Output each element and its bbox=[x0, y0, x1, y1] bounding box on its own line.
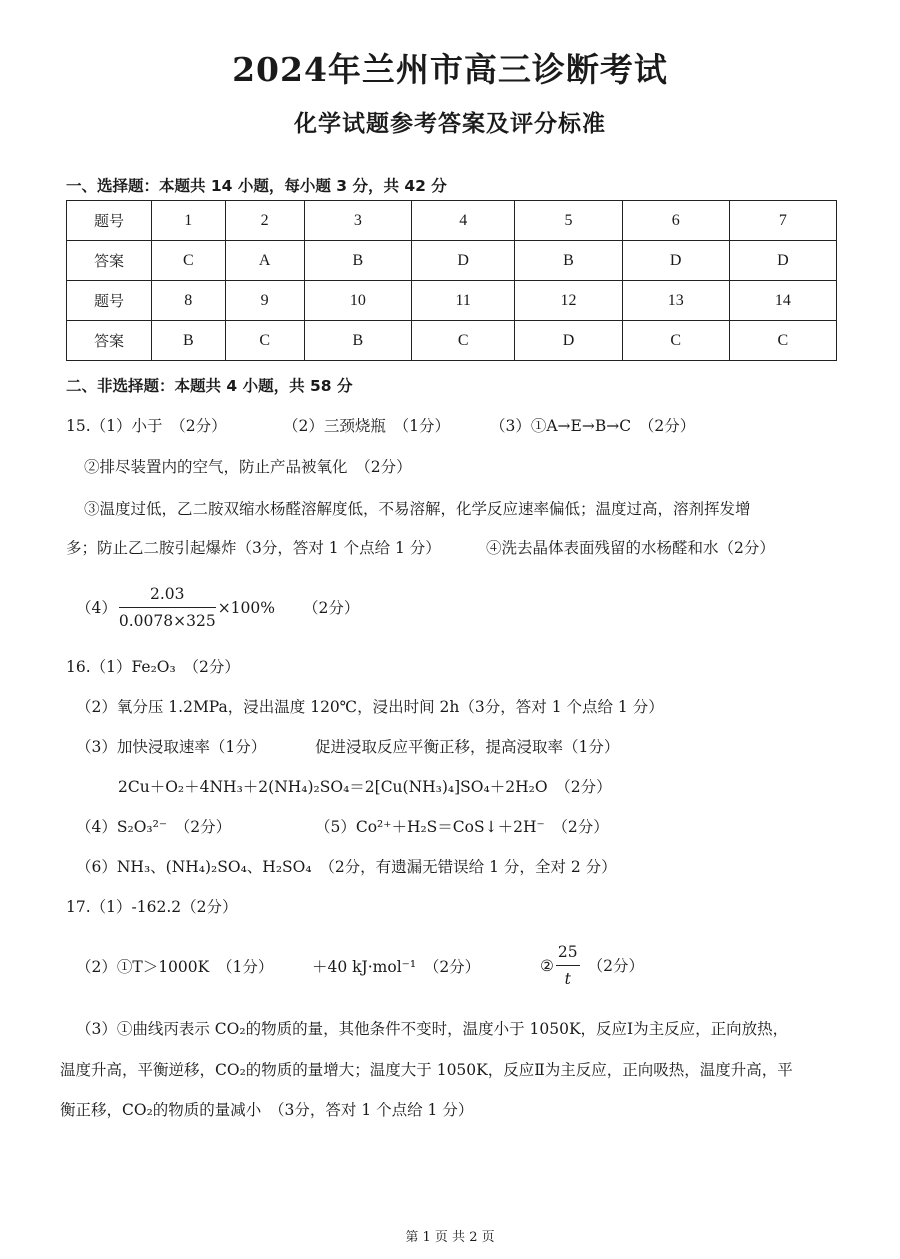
table-cell: 10 bbox=[304, 281, 411, 321]
table-cell: 6 bbox=[622, 201, 729, 241]
table-cell: 8 bbox=[152, 281, 226, 321]
section2-heading: 二、非选择题：本题共 4 小题，共 58 分 bbox=[66, 377, 353, 395]
answer-row bbox=[67, 241, 837, 281]
question-number-row bbox=[67, 281, 837, 321]
answer-table bbox=[66, 200, 837, 361]
table-cell: D bbox=[411, 241, 514, 281]
row-label: 题号 bbox=[67, 281, 152, 321]
page-footer: 第 1 页 共 2 页 bbox=[405, 1230, 495, 1245]
q16-part4: （4）S₂O₃²⁻ （2分） bbox=[76, 818, 232, 836]
q15-part4-score: （2分） bbox=[303, 598, 360, 617]
table-cell: C bbox=[225, 321, 304, 361]
table-cell: C bbox=[152, 241, 226, 281]
table-cell: B bbox=[304, 321, 411, 361]
q15-part3-3-line2: 多；防止乙二胺引起爆炸（3分，答对 1 个点给 1 分） bbox=[66, 539, 441, 557]
table-cell: C bbox=[411, 321, 514, 361]
q17-part2-2-fraction bbox=[556, 940, 580, 991]
q15-part4-prefix: （4） bbox=[76, 598, 117, 617]
table-cell: D bbox=[729, 241, 836, 281]
question-number-row bbox=[67, 201, 837, 241]
table-cell: 11 bbox=[411, 281, 514, 321]
section1-heading: 一、选择题：本题共 14 小题，每小题 3 分，共 42 分 bbox=[66, 177, 447, 195]
table-cell: A bbox=[225, 241, 304, 281]
table-cell: C bbox=[729, 321, 836, 361]
q15-part1: 15.（1）小于 （2分） bbox=[66, 417, 227, 435]
q17-part2-2 bbox=[540, 940, 644, 991]
q17-part2-1: （2）①T＞1000K （1分） bbox=[76, 958, 274, 976]
q17-part2-2-numerator: 25 bbox=[556, 940, 580, 966]
table-cell: 9 bbox=[225, 281, 304, 321]
q15-part4-denominator: 0.0078×325 bbox=[118, 612, 216, 630]
row-label: 题号 bbox=[67, 201, 152, 241]
q17-part3-line3: 衡正移，CO₂的物质的量减小 （3分，答对 1 个点给 1 分） bbox=[60, 1101, 474, 1119]
table-cell: 3 bbox=[304, 201, 411, 241]
q16-part3b: 促进浸取反应平衡正移，提高浸取率（1分） bbox=[315, 738, 620, 756]
q15-part2: （2）三颈烧瓶 （1分） bbox=[283, 417, 450, 435]
q15-part4 bbox=[76, 582, 359, 633]
table-cell: B bbox=[515, 241, 622, 281]
table-cell: 1 bbox=[152, 201, 226, 241]
table-cell: 12 bbox=[515, 281, 622, 321]
page-subtitle: 化学试题参考答案及评分标准 bbox=[294, 110, 606, 137]
q17-part3-line2: 温度升高，平衡逆移，CO₂的物质的量增大；温度大于 1050K，反应Ⅱ为主反应，正向吸热，温度升高，平 bbox=[60, 1061, 793, 1079]
table-cell: C bbox=[622, 321, 729, 361]
table-cell: 4 bbox=[411, 201, 514, 241]
table-cell: 13 bbox=[622, 281, 729, 321]
q17-part2-2-prefix: ② bbox=[540, 956, 554, 975]
table-cell: 14 bbox=[729, 281, 836, 321]
q16-part1: 16.（1）Fe₂O₃ （2分） bbox=[66, 658, 240, 676]
row-label: 答案 bbox=[67, 241, 152, 281]
table-cell: D bbox=[622, 241, 729, 281]
q15-part4-fraction bbox=[119, 582, 216, 633]
table-cell: D bbox=[515, 321, 622, 361]
q17-part3-line1: （3）①曲线丙表示 CO₂的物质的量，其他条件不变时，温度小于 1050K，反应Ⅰ为主反应，正向放热， bbox=[76, 1020, 789, 1038]
table-cell: 2 bbox=[225, 201, 304, 241]
q16-part6: （6）NH₃、(NH₄)₂SO₄、H₂SO₄ （2分，有遗漏无错误给 1 分，全对 2 分） bbox=[76, 858, 617, 876]
q16-equation: 2Cu＋O₂＋4NH₃＋2(NH₄)₂SO₄＝2[Cu(NH₃)₄]SO₄＋2H₂O （2分） bbox=[118, 778, 612, 796]
table-cell: B bbox=[304, 241, 411, 281]
q15-part4-suffix: ×100% bbox=[217, 598, 275, 617]
q17-part1: 17.（1）-162.2（2分） bbox=[66, 898, 238, 916]
table-cell: 5 bbox=[515, 201, 622, 241]
table-cell: B bbox=[152, 321, 226, 361]
q17-part2-2-denominator: t bbox=[564, 970, 571, 988]
q15-part3-3-line1: ③温度过低，乙二胺双缩水杨醛溶解度低，不易溶解，化学反应速率偏低；温度过高，溶剂挥发增 bbox=[84, 500, 751, 518]
q15-part3-4: ④洗去晶体表面残留的水杨醛和水（2分） bbox=[486, 539, 775, 557]
row-label: 答案 bbox=[67, 321, 152, 361]
answer-row bbox=[67, 321, 837, 361]
page-title: 2024年兰州市高三诊断考试 bbox=[232, 50, 668, 89]
q17-part2-enthalpy: ＋40 kJ·mol⁻¹ （2分） bbox=[312, 958, 481, 976]
q17-part2-2-score: （2分） bbox=[587, 956, 645, 975]
q15-part3: （3）①A→E→B→C （2分） bbox=[490, 417, 696, 435]
q16-part2: （2）氧分压 1.2MPa，浸出温度 120℃，浸出时间 2h（3分，答对 1 个点给 1 分） bbox=[76, 698, 664, 716]
q15-part4-numerator: 2.03 bbox=[119, 582, 216, 608]
q15-part3-2: ②排尽装置内的空气，防止产品被氧化 （2分） bbox=[84, 458, 412, 476]
q16-part5: （5）Co²⁺＋H₂S＝CoS↓＋2H⁻ （2分） bbox=[315, 818, 609, 836]
table-cell: 7 bbox=[729, 201, 836, 241]
q16-part3a: （3）加快浸取速率（1分） bbox=[76, 738, 267, 756]
